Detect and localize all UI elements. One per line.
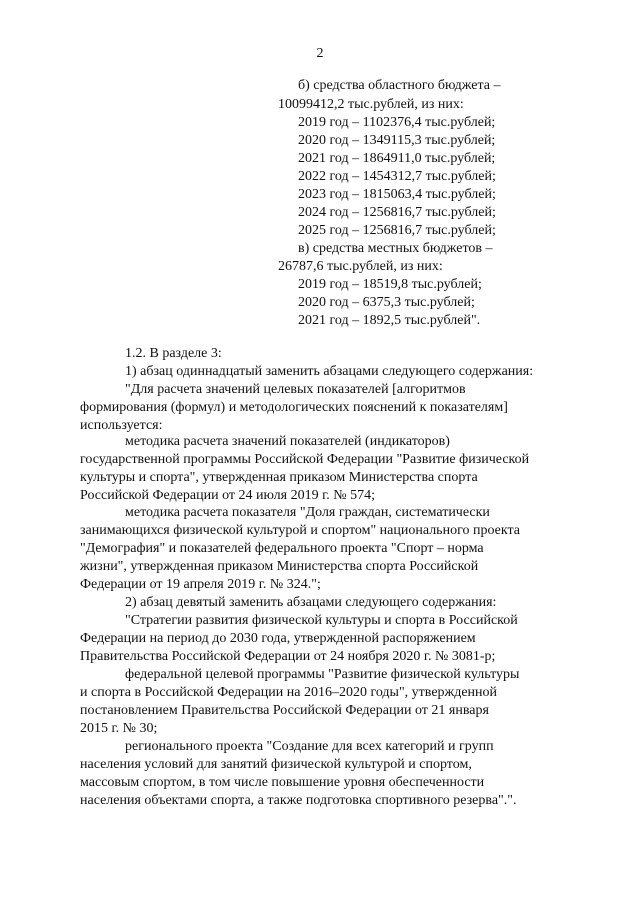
regional-year-2022: 2022 год – 1454312,7 тыс.рублей; bbox=[298, 169, 496, 184]
paragraph-line: и спорта в Российской Федерации на 2016–2020 годы", утвержденной bbox=[80, 685, 498, 700]
regional-year-2021: 2021 год – 1864911,0 тыс.рублей; bbox=[298, 151, 496, 166]
section-heading: 1.2. В разделе 3: bbox=[125, 346, 222, 361]
paragraph-line: Федерации на период до 2030 года, утвержденной распоряжением bbox=[80, 631, 476, 646]
regional-year-2025: 2025 год – 1256816,7 тыс.рублей; bbox=[298, 223, 496, 238]
paragraph-line: массовым спортом, в том числе повышение уровня обеспеченности bbox=[80, 775, 485, 790]
local-budget-line1: в) средства местных бюджетов – bbox=[298, 241, 493, 256]
paragraph-line: Российской Федерации от 24 июля 2019 г. № 574; bbox=[80, 488, 375, 503]
paragraph-line: регионального проекта "Создание для всех категорий и групп bbox=[125, 739, 494, 754]
paragraph-line: занимающихся физической культурой и спортом" национального проекта bbox=[80, 523, 520, 538]
regional-year-2023: 2023 год – 1815063,4 тыс.рублей; bbox=[298, 187, 496, 202]
paragraph-line: формирования (формул) и методологических пояснений к показателям] bbox=[80, 400, 508, 415]
paragraph-line: 2) абзац девятый заменить абзацами следующего содержания: bbox=[125, 595, 497, 610]
paragraph-line: "Для расчета значений целевых показателей [алгоритмов bbox=[125, 382, 466, 397]
paragraph-line: "Стратегии развития физической культуры и спорта в Российской bbox=[125, 613, 518, 628]
paragraph-line: Правительства Российской Федерации от 24 ноября 2020 г. № 3081-р; bbox=[80, 649, 496, 664]
local-budget-line2: 26787,6 тыс.рублей, из них: bbox=[278, 259, 443, 274]
paragraph-line: методика расчета значений показателей (индикаторов) bbox=[125, 434, 450, 449]
regional-year-2020: 2020 год – 1349115,3 тыс.рублей; bbox=[298, 133, 496, 148]
paragraph-line: государственной программы Российской Федерации "Развитие физической bbox=[80, 452, 530, 467]
paragraph-line: населения объектами спорта, а также подготовка спортивного резерва".". bbox=[80, 793, 517, 808]
regional-budget-line1: б) средства областного бюджета – bbox=[298, 78, 501, 93]
local-year-2019: 2019 год – 18519,8 тыс.рублей; bbox=[298, 277, 482, 292]
paragraph-line: жизни", утвержденная приказом Министерства спорта Российской bbox=[80, 559, 479, 574]
paragraph-line: методика расчета показателя "Доля граждан, систематически bbox=[125, 505, 490, 520]
paragraph-line: 2015 г. № 30; bbox=[80, 721, 158, 736]
paragraph-line: используется: bbox=[80, 418, 163, 433]
paragraph-line: культуры и спорта", утвержденная приказом Министерства спорта bbox=[80, 470, 478, 485]
local-year-2021: 2021 год – 1892,5 тыс.рублей". bbox=[298, 313, 481, 328]
regional-year-2019: 2019 год – 1102376,4 тыс.рублей; bbox=[298, 115, 496, 130]
regional-budget-line2: 10099412,2 тыс.рублей, из них: bbox=[278, 97, 464, 112]
paragraph-line: Федерации от 19 апреля 2019 г. № 324."; bbox=[80, 577, 321, 592]
paragraph-line: населения условий для занятий физической культурой и спортом, bbox=[80, 757, 472, 772]
paragraph-line: 1) абзац одиннадцатый заменить абзацами следующего содержания: bbox=[125, 364, 534, 379]
paragraph-line: "Демография" и показателей федерального проекта "Спорт – норма bbox=[80, 541, 484, 556]
regional-year-2024: 2024 год – 1256816,7 тыс.рублей; bbox=[298, 205, 496, 220]
paragraph-line: постановлением Правительства Российской Федерации от 21 января bbox=[80, 703, 489, 718]
page-number: 2 bbox=[316, 46, 324, 61]
local-year-2020: 2020 год – 6375,3 тыс.рублей; bbox=[298, 295, 475, 310]
paragraph-line: федеральной целевой программы "Развитие физической культуры bbox=[125, 667, 520, 682]
